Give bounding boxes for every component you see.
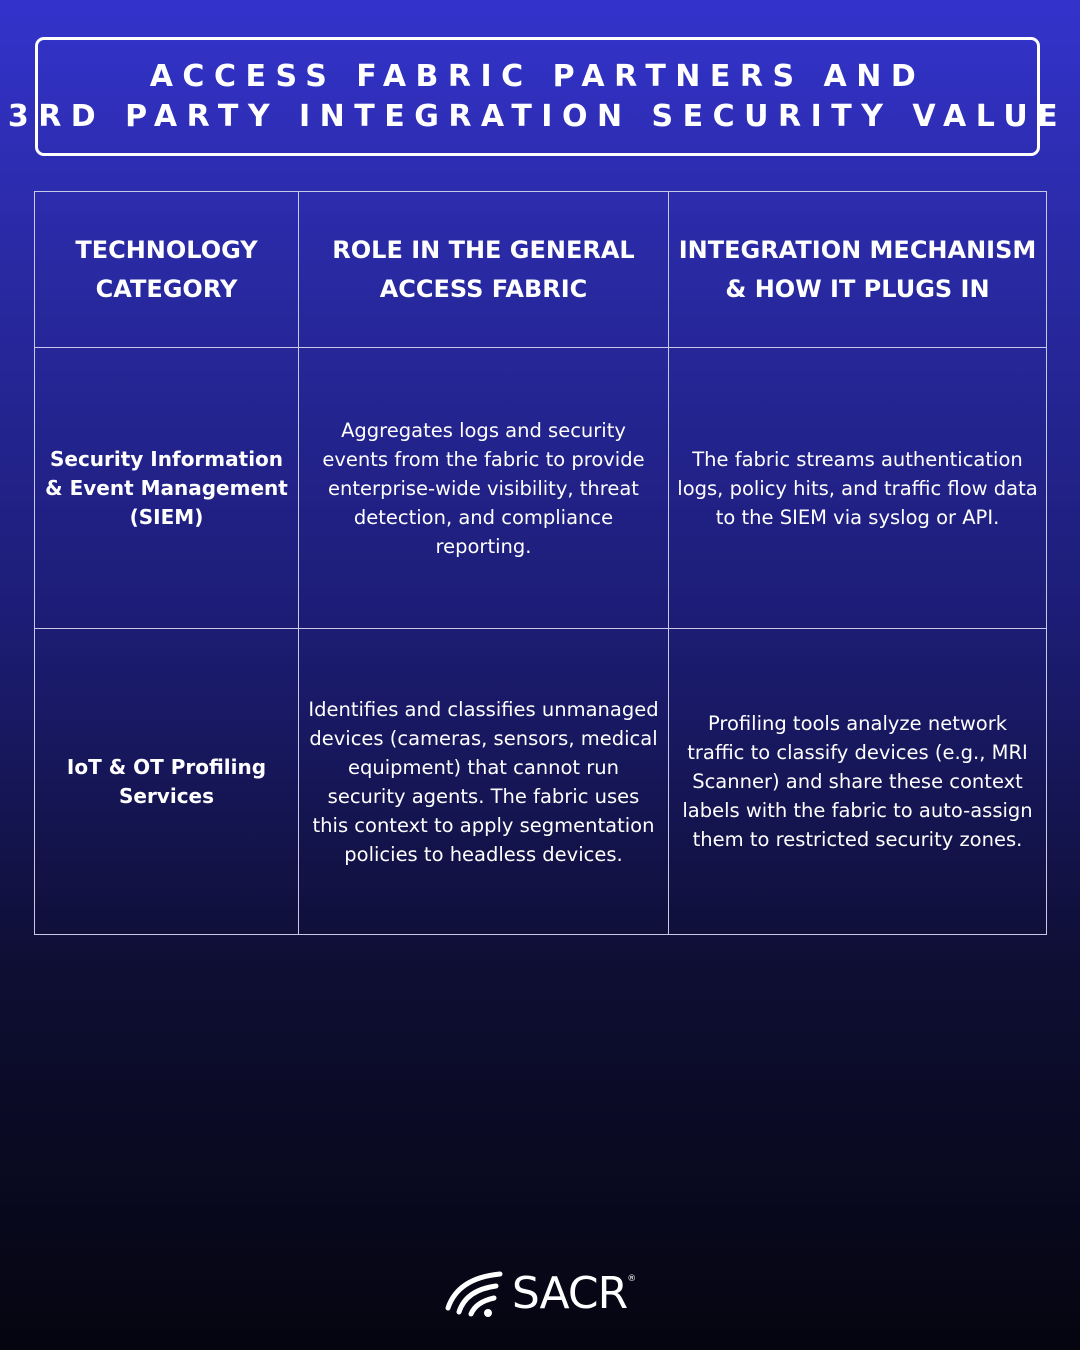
header-role: ROLE IN THE GENERAL ACCESS FABRIC: [299, 192, 669, 348]
category-cell: Security Information & Event Management (SIEM): [35, 348, 299, 629]
wifi-signal-icon: [444, 1268, 508, 1320]
integration-table: [34, 191, 1047, 935]
title-banner: [7, 37, 1068, 156]
header-technology-category: TECHNOLOGY CATEGORY: [35, 192, 299, 348]
registered-mark: ®: [627, 1274, 637, 1284]
header-integration-mechanism: INTEGRATION MECHANISM & HOW IT PLUGS IN: [669, 192, 1047, 348]
brand-logo: [0, 1264, 1080, 1324]
integration-cell: Profiling tools analyze network traffic to classify devices (e.g., MRI Scanner) and share these context labels with the fabric to auto-assign them to restricted security zones.: [669, 629, 1047, 935]
table-row: [35, 629, 1047, 935]
table-header-row: [35, 192, 1047, 348]
role-cell: Aggregates logs and security events from the fabric to provide enterprise-wide visibility, threat detection, and compliance reporting.: [299, 348, 669, 629]
role-cell: Identifies and classifies unmanaged devices (cameras, sensors, medical equipment) that cannot run security agents. The fabric uses this context to apply segmentation policies to headless devices.: [299, 629, 669, 935]
integration-cell: The fabric streams authentication logs, policy hits, and traffic flow data to the SIEM via syslog or API.: [669, 348, 1047, 629]
brand-name: SACR: [511, 1268, 628, 1319]
page-title-line-2: 3RD PARTY INTEGRATION SECURITY VALUE: [7, 98, 1068, 134]
page-title-line-1: ACCESS FABRIC PARTNERS AND: [149, 58, 926, 94]
category-cell: IoT & OT Profiling Services: [35, 629, 299, 935]
table-row: [35, 348, 1047, 629]
